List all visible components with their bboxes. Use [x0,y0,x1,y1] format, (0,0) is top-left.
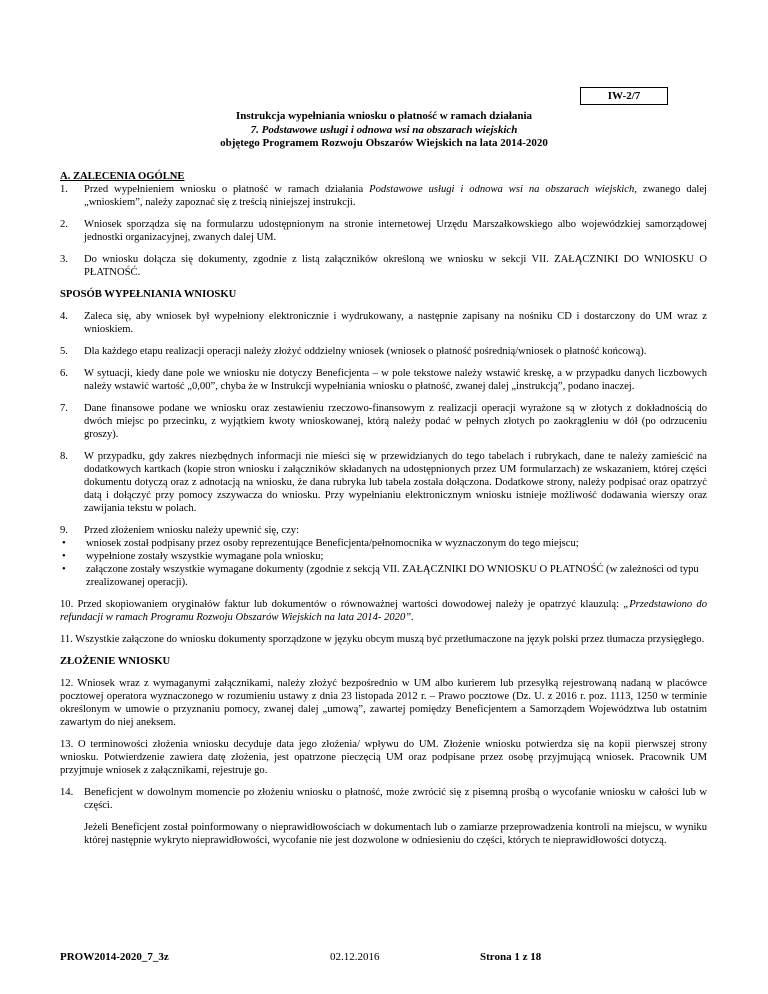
footer-date: 02.12.2016 [330,951,380,963]
bullet-item: • wniosek został podpisany przez osoby reprezentujące Beneficjenta/pełnomocnika w wyznaczonym do tego miejscu; [62,538,579,549]
list-item: 7. Dane finansowe podane we wniosku oraz zestawieniu rzeczowo-finansowym z realizacji operacji wyrażone są w złotych z dokładnością do dwóch miejsc po przecinku, z wyjątkiem kwoty wnioskowanej, którą należy podać w pełnych złotych po zaokrągleniu w dół (po odrzuceniu groszy). [60,403,707,440]
list-item: 4. Zaleca się, aby wniosek był wypełniony elektronicznie i wydrukowany, a następnie zapisany na nośniku CD i dostarczony do UM wraz z wnioskiem. [60,311,707,335]
list-item: 2. Wniosek sporządza się na formularzu udostępnionym na stronie internetowej Urzędu Marszałkowskiego albo wojewódzkiej samorządowej jednostki organizacyjnej, zwanych dalej UM. [60,219,707,243]
list-item: 6. W sytuacji, kiedy dane pole we wniosku nie dotyczy Beneficjenta – w pole tekstowe należy wstawić kreskę, a w przypadku danych liczbowych należy wstawić wartość „0,00”, chyba że w Instrukcji wypełniania wniosku o płatność, zwanej dalej „instrukcją”, podano inaczej. [60,368,707,392]
section-b-heading: SPOSÓB WYPEŁNIANIA WNIOSKU [60,289,237,300]
list-item: 3. Do wniosku dołącza się dokumenty, zgodnie z listą załączników określoną we wniosku w sekcji VII. ZAŁĄCZNIKI DO WNIOSKU O PŁATNOŚĆ. [60,254,707,278]
document-body [60,170,707,856]
section-a-heading: A. ZALECENIA OGÓLNE [60,171,185,182]
title-line-3: objętego Programem Rozwoju Obszarów Wiejskich na lata 2014-2020 [220,137,548,149]
footer-doc-id: PROW2014-2020_7_3z [60,951,169,963]
title-line-2: 7. Podstawowe usługi i odnowa wsi na obszarach wiejskich [250,123,518,136]
bullet-item: • wypełnione zostały wszystkie wymagane pola wniosku; [62,551,324,562]
list-item: 5. Dla każdego etapu realizacji operacji należy złożyć oddzielny wniosek (wniosek o płatność pośrednią/wniosek o płatność końcową). [60,346,647,357]
list-item: 9. Przed złożeniem wniosku należy upewnić się, czy: [60,525,300,536]
list-item: 11. Wszystkie załączone do wniosku dokumenty sporządzone w języku obcym muszą być przetłumaczone na język polski przez tłumacza przysięgłego. [60,634,705,645]
list-item: 14. Beneficjent w dowolnym momencie po złożeniu wniosku o płatność, może zwrócić się z pisemną prośbą o wycofanie wniosku w całości lub w części. [60,787,707,811]
list-item: 13. O terminowości złożenia wniosku decyduje data jego złożenia/ wpływu do UM. Złożenie wniosku potwierdza się na kopii pierwszej strony wniosku. Potwierdzenie zawiera datę złożenia, jest opatrzone pieczęcią UM oraz podpisane przez osobę przyjmującą wniosek. Pracownik UM przyjmuje wniosek z załącznikami, rejestruje go. [60,739,707,776]
bullet-item: • załączone zostały wszystkie wymagane dokumenty (zgodnie z sekcją VII. ZAŁĄCZNIKI DO WNIOSKU O PŁATNOŚĆ (w zależności od typu zrealizowanej operacji). [62,564,699,588]
list-item: 8. W przypadku, gdy zakres niezbędnych informacji nie mieści się w przewidzianych do tego tabelach i rubrykach, dane te należy zamieścić na dodatkowych kartkach (kopie stron wniosku i załączników składanych na udostępnionych przez UM formularzach) ze wskazaniem, której części dokumentu dotyczą oraz z adnotacją na wniosku, że dana rubryka lub tabela została dołączona. Dodatkowe strony, należy podpisać oraz opatrzyć datą i dołączyć przy pomocy zszywacza do wniosku. Przy wypełnianiu elektronicznym wniosku istnieje możliwość dodawania wierszy oraz zawijania tekstu w polach. [60,451,707,514]
form-code-box: IW-2/7 [580,87,668,105]
list-item: 1. Przed wypełnieniem wniosku o płatność w ramach działania Podstawowe usługi i odnowa wsi na obszarach wiejskich, zwanego dalej „wnioskiem”, należy zapoznać się z treścią niniejszej instrukcji. [60,184,707,208]
bullet-list [60,537,707,589]
list-item: 10. Przed skopiowaniem oryginałów faktur lub dokumentów o równoważnej wartości dowodowej należy je opatrzyć klauzulą: „Przedstawiono do refundacji w ramach Programu Rozwoju Obszarów Wiejskich na lata 2014- 2020”. [60,599,707,623]
list-item: 12. Wniosek wraz z wymaganymi załącznikami, należy złożyć bezpośrednio w UM albo kurierem lub przesyłką rejestrowaną nadaną w placówce pocztowej operatora wyznaczonego w rozumieniu ustawy z dnia 23 listopada 2012 r. – Prawo pocztowe (Dz. U. z 2016 r. poz. 1113, 1250 w terminie określonym w umowie o przyznaniu pomocy, zwanej dalej „umową”, zawartej pomiędzy Beneficjentem a Samorządem Województwa lub ostatnim zawartym do niej aneksem. [60,678,707,728]
section-c-heading: ZŁOŻENIE WNIOSKU [60,656,171,667]
footer-page-number: Strona 1 z 18 [480,951,542,963]
document-title [60,110,708,151]
title-line-1: Instrukcja wypełniania wniosku o płatność w ramach działania [235,110,533,122]
paragraph: Jeżeli Beneficjent został poinformowany o nieprawidłowościach w dokumentach lub o zamiarze przeprowadzenia kontroli na miejscu, w wyniku której następnie wykryto nieprawidłowości, wycofanie nie jest dozwolone w odniesieniu do części, których te nieprawidłowości dotyczą. [84,822,707,846]
